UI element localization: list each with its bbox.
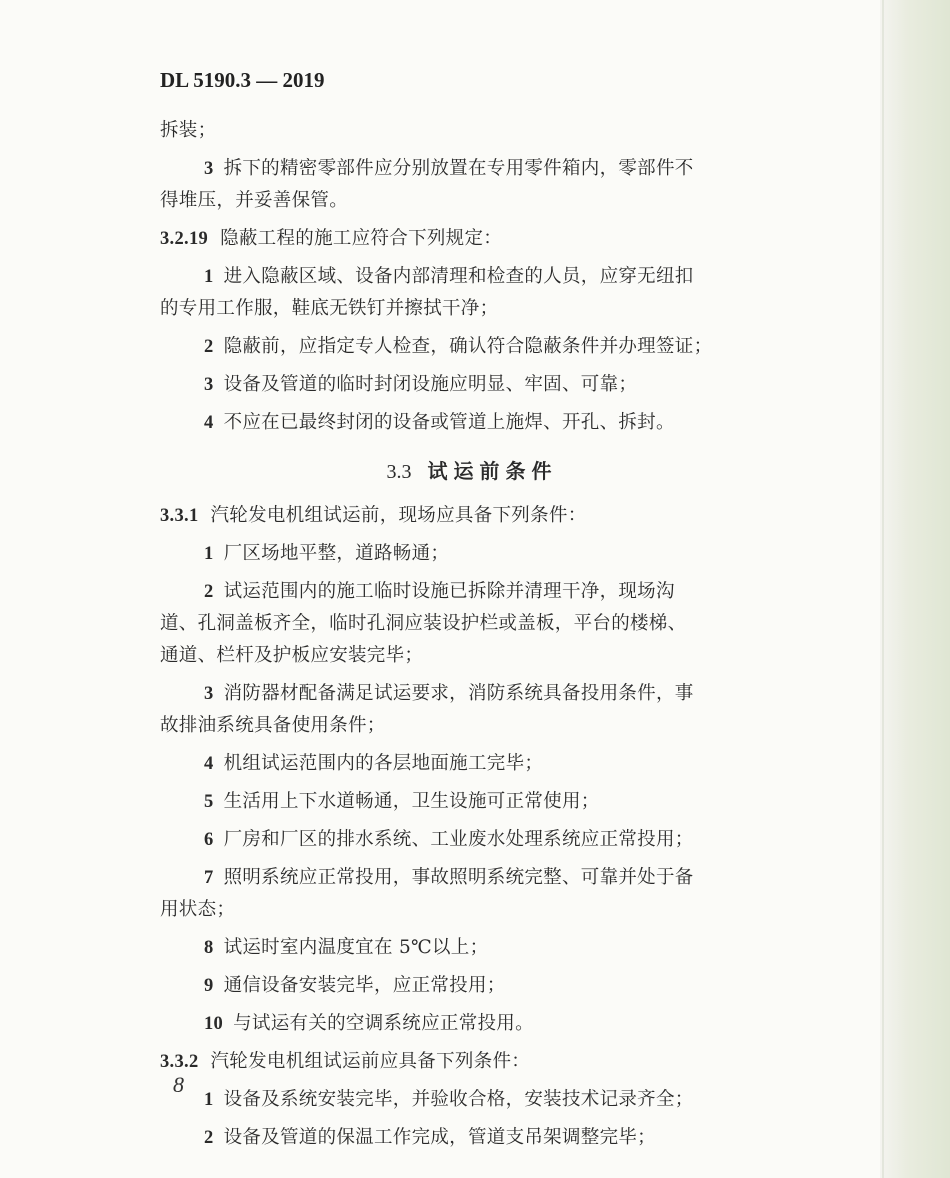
section-number: 3.3 — [386, 461, 412, 483]
item-text: 进入隐蔽区域、设备内部清理和检查的人员，应穿无纽扣 — [223, 266, 694, 287]
section-title: 试运前条件 — [427, 459, 558, 483]
item-number: 10 — [204, 1014, 224, 1034]
item-number: 6 — [204, 830, 214, 850]
item-number: 5 — [204, 792, 214, 812]
item-number: 2 — [204, 337, 214, 357]
list-item — [160, 748, 784, 780]
clause-text: 汽轮发电机组试运前应具备下列条件： — [210, 1051, 531, 1072]
list-item — [160, 407, 784, 439]
list-item-continuation — [160, 293, 784, 325]
page-edge-shadow — [880, 0, 950, 1178]
item-number: 7 — [204, 868, 214, 888]
list-item — [160, 538, 784, 570]
list-item — [160, 932, 784, 964]
item-number: 4 — [204, 754, 214, 774]
item-text: 生活用上下水道畅通，卫生设施可正常使用； — [223, 791, 600, 812]
item-number: 3 — [204, 684, 214, 704]
list-item — [160, 576, 784, 608]
clause-heading — [160, 500, 784, 532]
item-text: 隐蔽前，应指定专人检查，确认符合隐蔽条件并办理签证； — [223, 336, 713, 357]
item-text: 厂房和厂区的排水系统、工业废水处理系统应正常投用； — [223, 829, 694, 850]
clause-heading — [160, 223, 784, 255]
item-text: 道、孔洞盖板齐全，临时孔洞应装设护栏或盖板，平台的楼梯、 — [160, 613, 687, 634]
item-number: 2 — [204, 1128, 214, 1148]
item-text: 不应在已最终封闭的设备或管道上施焊、开孔、拆封。 — [223, 412, 675, 433]
section-heading — [160, 451, 784, 492]
document-body — [160, 115, 784, 1154]
clause-number: 3.3.1 — [160, 506, 199, 526]
item-text: 通信设备安装完毕，应正常投用； — [223, 975, 506, 996]
list-item — [160, 1008, 784, 1040]
item-text: 设备及管道的临时封闭设施应明显、牢固、可靠； — [223, 374, 638, 395]
list-item — [160, 970, 784, 1002]
list-item — [160, 862, 784, 894]
page-edge-line — [882, 0, 884, 1178]
item-number: 8 — [204, 938, 214, 958]
list-item — [160, 1084, 784, 1116]
item-number: 1 — [204, 267, 214, 287]
item-number: 4 — [204, 413, 214, 433]
list-item-continuation — [160, 894, 784, 926]
list-item-continuation — [160, 608, 784, 640]
item-text: 设备及系统安装完毕，并验收合格，安装技术记录齐全； — [223, 1089, 694, 1110]
item-text: 的专用工作服，鞋底无铁钉并擦拭干净； — [160, 298, 499, 319]
clause-text: 汽轮发电机组试运前，现场应具备下列条件： — [210, 505, 587, 526]
item-text: 设备及管道的保温工作完成，管道支吊架调整完毕； — [223, 1127, 656, 1148]
item-text: 故排油系统具备使用条件； — [160, 715, 386, 736]
clause-number: 3.3.2 — [160, 1052, 199, 1072]
standard-code-header: DL 5190.3 — 2019 — [160, 68, 325, 92]
item-text: 得堆压，并妥善保管。 — [160, 190, 349, 211]
list-item — [160, 261, 784, 293]
list-item-continuation — [160, 710, 784, 742]
item-text: 试运范围内的施工临时设施已拆除并清理干净，现场沟 — [223, 581, 675, 602]
item-text: 拆下的精密零部件应分别放置在专用零件箱内，零部件不 — [223, 158, 694, 179]
item-number: 9 — [204, 976, 214, 996]
item-text: 照明系统应正常投用，事故照明系统完整、可靠并处于备 — [223, 867, 694, 888]
list-item-continuation — [160, 185, 784, 217]
list-item-continuation — [160, 640, 784, 672]
item-text: 消防器材配备满足试运要求，消防系统具备投用条件，事 — [223, 683, 694, 704]
list-item — [160, 678, 784, 710]
item-number: 1 — [204, 544, 214, 564]
page-number: 8 — [173, 1072, 184, 1097]
item-text: 厂区场地平整，道路畅通； — [223, 543, 450, 564]
list-item — [160, 824, 784, 856]
list-item — [160, 369, 784, 401]
list-item — [160, 786, 784, 818]
item-text: 与试运有关的空调系统应正常投用。 — [233, 1013, 534, 1034]
list-item — [160, 153, 784, 185]
list-item — [160, 331, 784, 363]
item-number: 1 — [204, 1090, 214, 1110]
item-text: 试运时室内温度宜在 5℃以上； — [223, 937, 489, 958]
clause-number: 3.2.19 — [160, 229, 209, 249]
clause-heading — [160, 1046, 784, 1078]
item-number: 2 — [204, 582, 214, 602]
item-text: 机组试运范围内的各层地面施工完毕； — [223, 753, 544, 774]
clause-text: 隐蔽工程的施工应符合下列规定： — [220, 228, 503, 249]
list-item — [160, 1122, 784, 1154]
item-text: 用状态； — [160, 899, 236, 920]
paragraph-continuation: 拆装； — [160, 120, 217, 141]
item-text: 通道、栏杆及护板应安装完毕； — [160, 645, 424, 666]
item-number: 3 — [204, 159, 214, 179]
item-number: 3 — [204, 375, 214, 395]
